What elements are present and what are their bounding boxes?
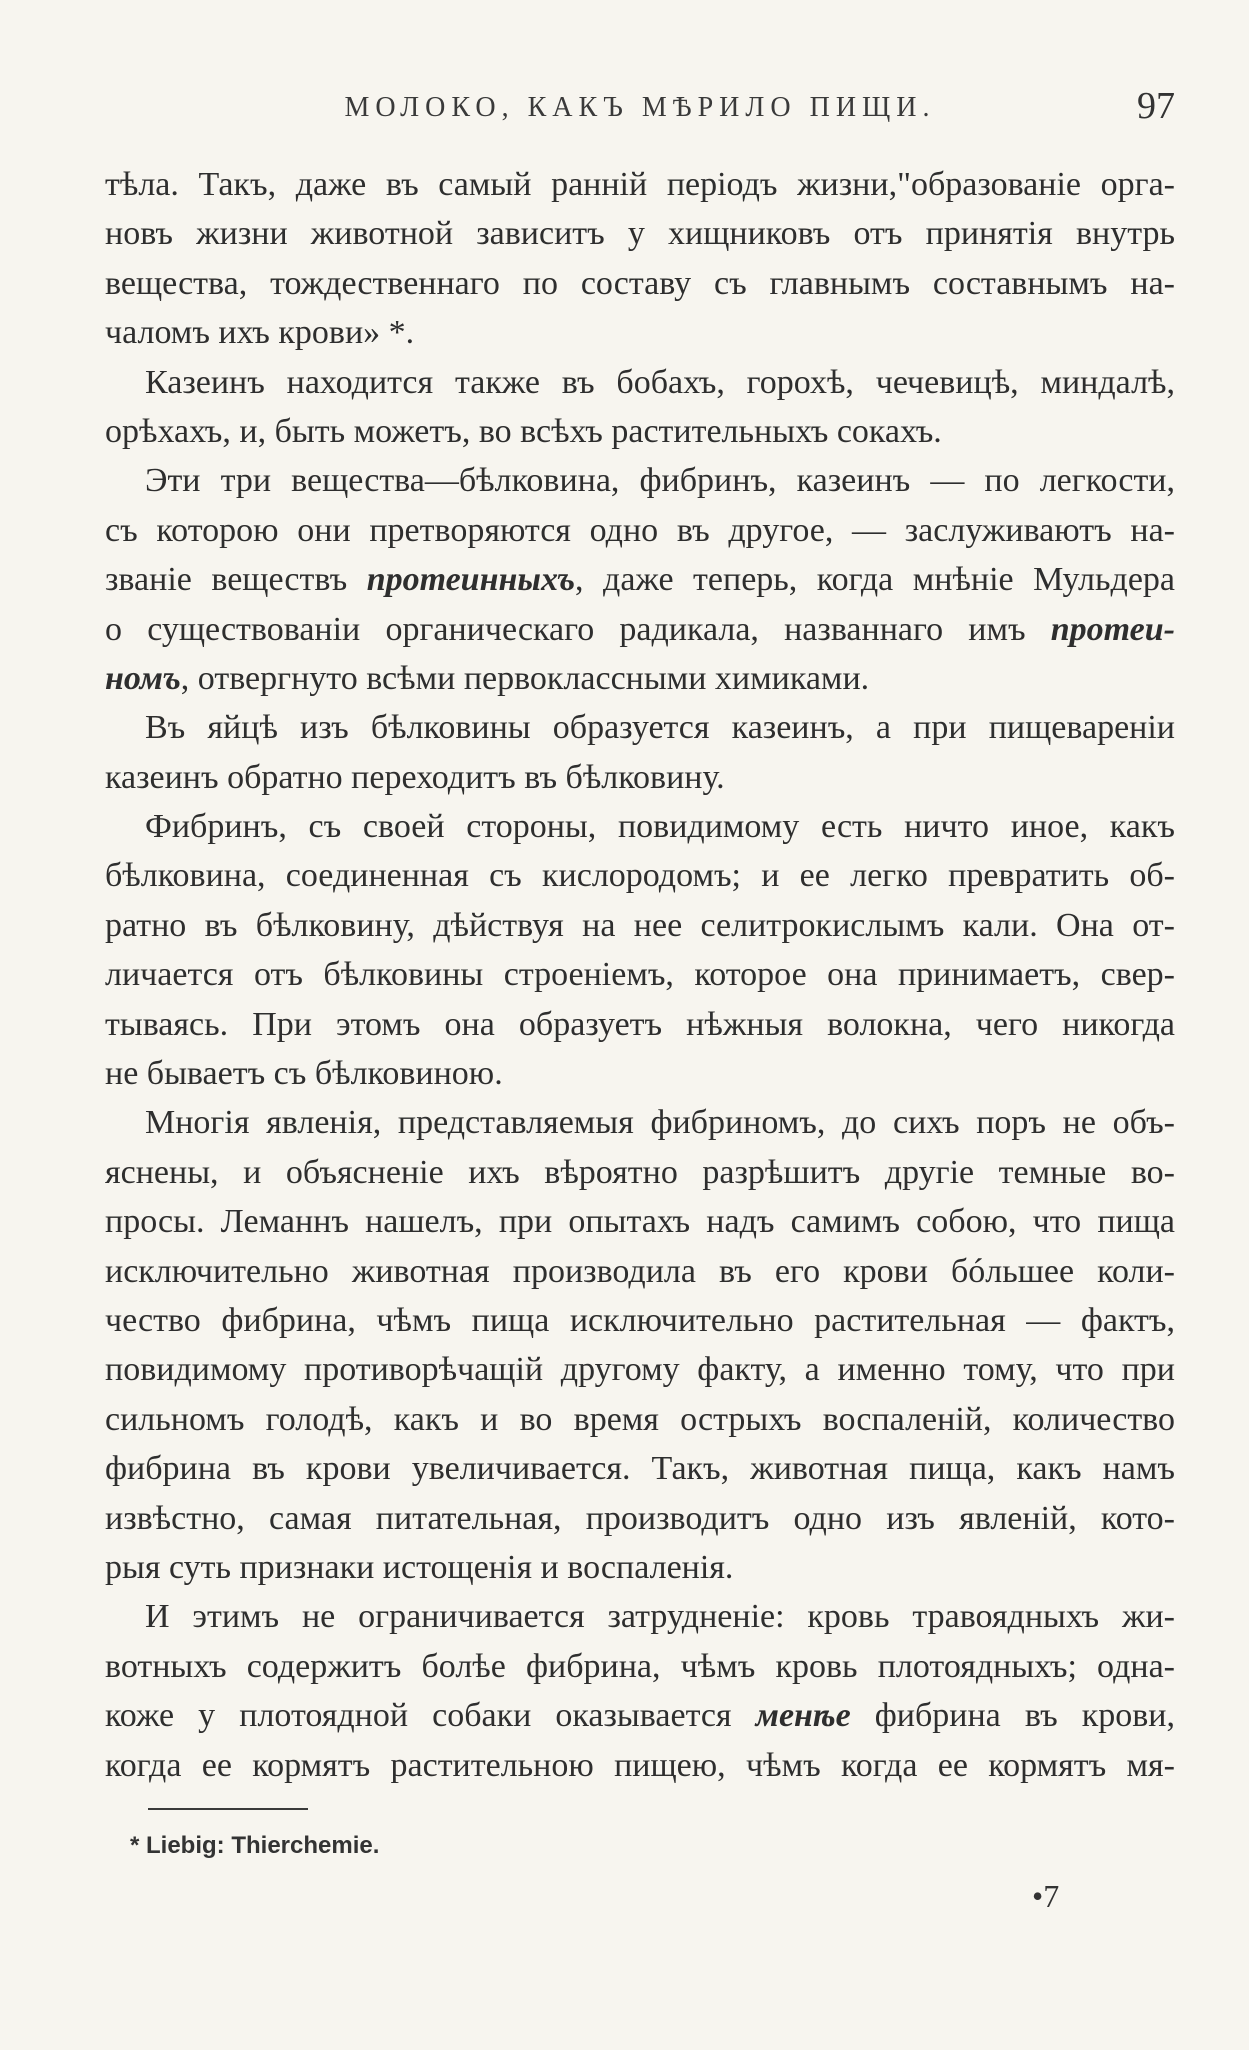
emphasized-term: протеи- <box>1050 610 1175 648</box>
text-line: казеинъ обратно переходитъ въ бѣлковину. <box>105 758 725 796</box>
page-number: 97 <box>1137 85 1175 127</box>
text-line: тываясь. При этомъ она образуетъ нѣжныя волокна, чего никогда <box>105 1005 1175 1043</box>
text-line: когда ее кормятъ растительною пищею, чѣмъ когда ее кормятъ мя- <box>105 1746 1175 1784</box>
text-line: Фибринъ, съ своей стороны, повидимому есть ничто иное, какъ <box>145 808 1175 846</box>
emphasized-term: менѣе <box>755 1697 851 1735</box>
text-line: чество фибрина, чѣмъ пища исключительно растительная — фактъ, <box>105 1301 1175 1339</box>
text-line: личается отъ бѣлковины строеніемъ, которое она принимаетъ, свер- <box>105 956 1175 994</box>
text-line <box>105 605 1175 654</box>
text-line: вещества, тождественнаго по составу съ главнымъ составнымъ на- <box>105 264 1175 302</box>
running-title: МОЛОКО, КАКЪ МѢРИЛО ПИЩИ. <box>344 92 936 123</box>
text-line: повидимому противорѣчащій другому факту, а именно тому, что при <box>105 1351 1175 1389</box>
text-line: исключительно животная производила въ его крови бóльшее коли- <box>105 1252 1175 1290</box>
text-line: яснены, и объясненіе ихъ вѣроятно разрѣшитъ другіе темные во- <box>105 1153 1175 1191</box>
text-segment: фибрина въ крови, <box>850 1697 1175 1735</box>
text-line: ратно въ бѣлковину, дѣйствуя на нее селитрокислымъ кали. Она от- <box>105 906 1175 944</box>
text-line: Въ яйцѣ изъ бѣлковины образуется казеинъ, а при пищевареніи <box>145 709 1175 747</box>
text-line: рыя суть признаки истощенія и воспаленія. <box>105 1548 734 1586</box>
text-line: не бываетъ съ бѣлковиною. <box>105 1055 503 1093</box>
emphasized-term: номъ <box>105 659 181 697</box>
text-line <box>105 555 1175 604</box>
body-text <box>105 160 1175 1790</box>
text-line: Эти три вещества—бѣлковина, фибринъ, казеинъ — по легкости, <box>145 462 1175 500</box>
text-line: Казеинъ находится также въ бобахъ, горохѣ, чечевицѣ, миндалѣ, <box>145 363 1175 401</box>
signature-mark: •7 <box>1032 1878 1060 1914</box>
text-line: бѣлковина, соединенная съ кислородомъ; и ее легко превратить об- <box>105 857 1175 895</box>
text-line <box>105 654 1175 703</box>
text-line: фибрина въ крови увеличивается. Такъ, животная пища, какъ намъ <box>105 1450 1175 1488</box>
text-line: извѣстно, самая питательная, производитъ одно изъ явленій, кото- <box>105 1499 1175 1537</box>
footnote: * Liebig: Thierchemie. <box>130 1832 380 1859</box>
text-line: орѣхахъ, и, быть можетъ, во всѣхъ растительныхъ сокахъ. <box>105 412 942 450</box>
text-line: съ которою они претворяются одно въ другое, — заслуживаютъ на- <box>105 511 1175 549</box>
page-header <box>105 85 1175 132</box>
text-segment: о существованіи органическаго радикала, названнаго имъ <box>105 610 1051 648</box>
emphasized-term: протеинныхъ <box>366 561 576 599</box>
text-segment: коже у плотоядной собаки оказывается <box>105 1697 756 1735</box>
text-line <box>105 1691 1175 1740</box>
text-line: просы. Леманнъ нашелъ, при опытахъ надъ самимъ собою, что пища <box>105 1203 1175 1241</box>
text-line: тѣла. Такъ, даже въ самый ранній періодъ жизни,"образованіе орга- <box>105 166 1175 203</box>
footnote-rule <box>148 1808 308 1810</box>
text-segment: званіе веществъ <box>105 561 367 599</box>
text-line: чаломъ ихъ крови» *. <box>105 314 415 352</box>
text-segment: , отвергнуто всѣми первоклассными химиками. <box>180 659 870 697</box>
text-line: И этимъ не ограничивается затрудненіе: кровь травоядныхъ жи- <box>145 1598 1175 1636</box>
text-line: сильномъ голодѣ, какъ и во время острыхъ воспаленій, количество <box>105 1400 1175 1438</box>
text-segment: , даже теперь, когда мнѣніе Мульдера <box>575 561 1175 599</box>
text-line: новъ жизни животной зависитъ у хищниковъ отъ принятія внутрь <box>105 215 1175 253</box>
text-line: Многія явленія, представляемыя фибриномъ, до сихъ поръ не объ- <box>145 1104 1175 1142</box>
text-line: вотныхъ содержитъ болѣе фибрина, чѣмъ кровь плотоядныхъ; одна- <box>105 1647 1175 1685</box>
